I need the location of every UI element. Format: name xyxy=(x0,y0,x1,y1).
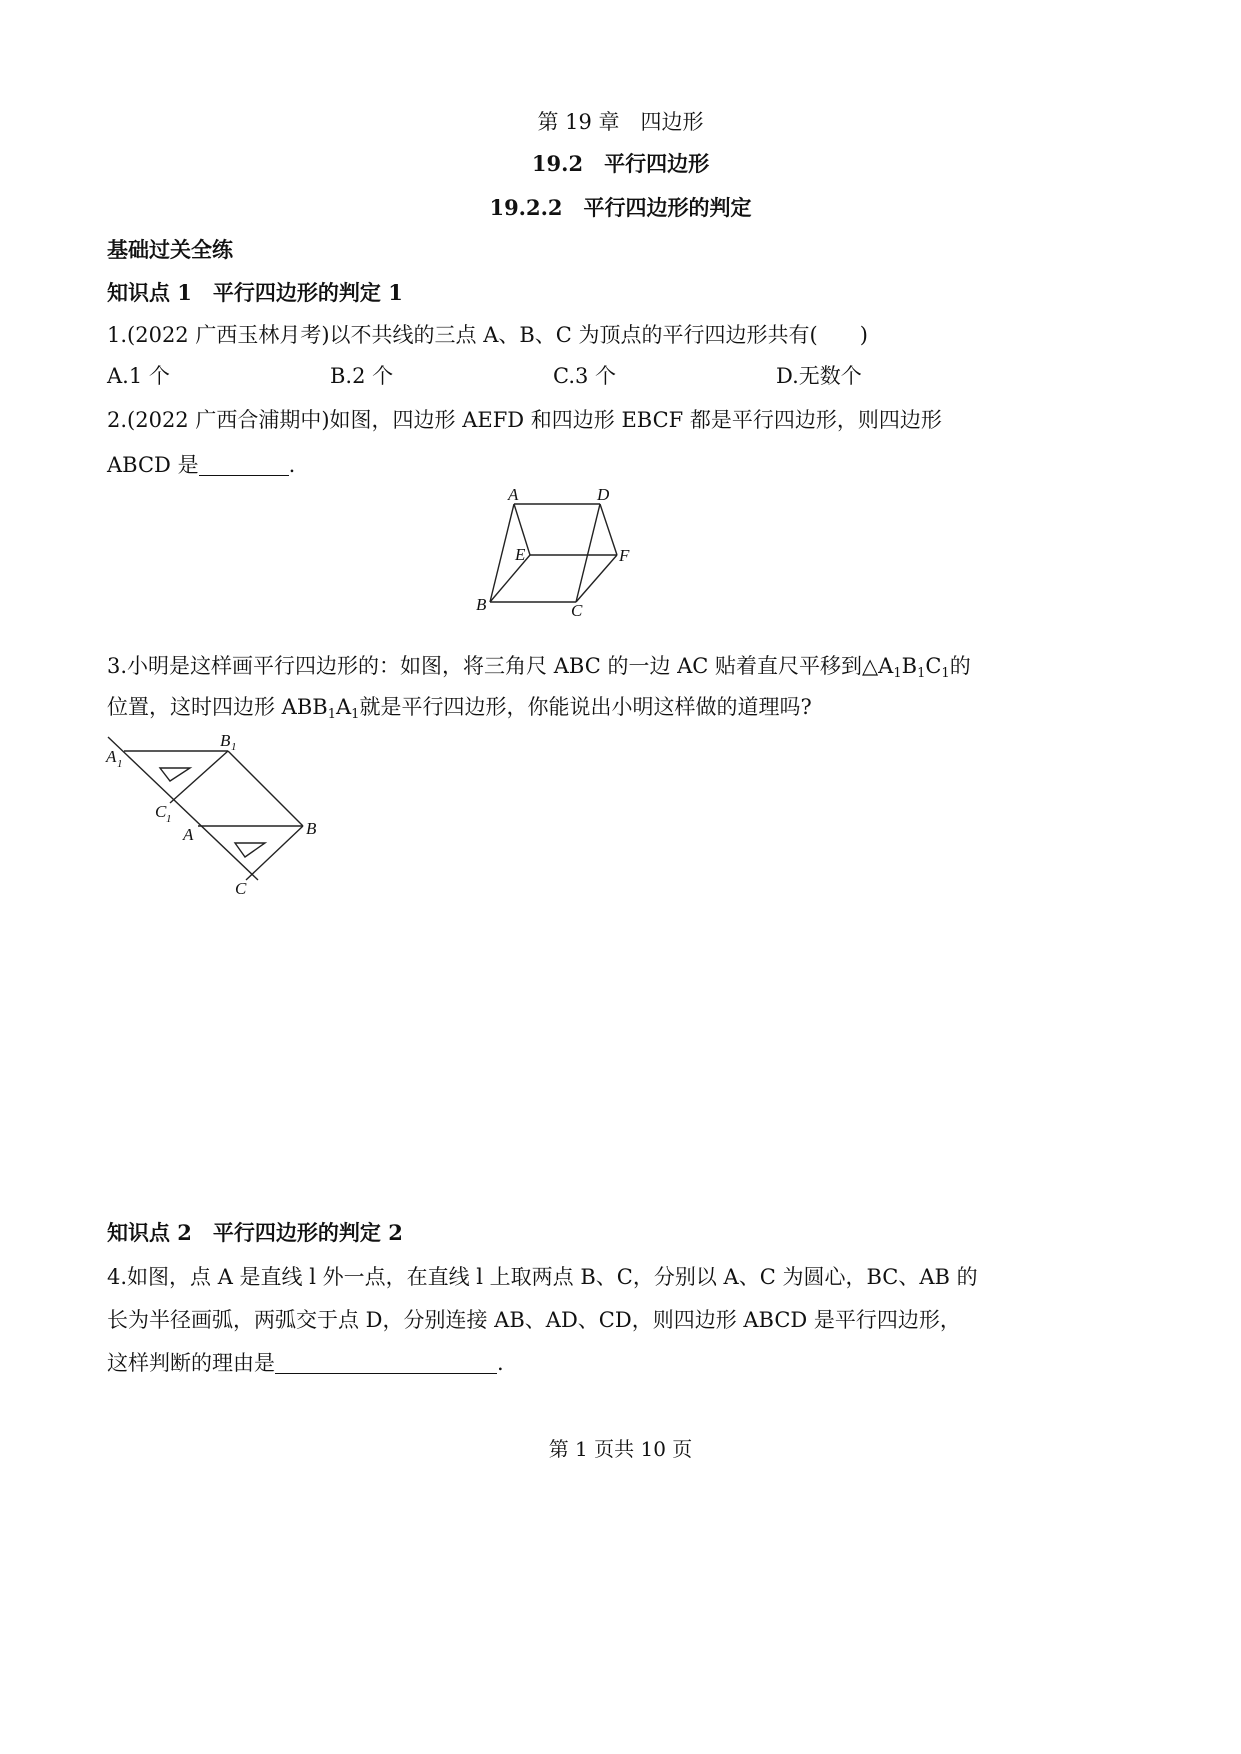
label-a: A xyxy=(508,485,519,504)
practice-heading: 基础过关全练 xyxy=(107,237,233,262)
question-1-option-d: D.无数个 xyxy=(776,364,862,388)
question-4-line-1: 4.如图，点 A 是直线 l 外一点，在直线 l 上取两点 B、C，分别以 A、C 为圆心，BC、AB 的 xyxy=(107,1265,978,1289)
label-a1: A xyxy=(106,747,117,766)
label-b: B xyxy=(306,819,317,838)
label-a: A xyxy=(183,825,194,844)
question-1-option-a: A.1 个 xyxy=(107,364,170,388)
svg-text:1: 1 xyxy=(166,813,172,825)
page-footer: 第 1 页共 10 页 xyxy=(548,1437,693,1461)
question-1-option-c: C.3 个 xyxy=(553,364,617,388)
label-c1: C xyxy=(155,802,167,821)
svg-text:1: 1 xyxy=(117,758,123,770)
svg-text:1: 1 xyxy=(231,741,237,753)
question-1-stem: 1.(2022 广西玉林月考)以不共线的三点 A、B、C 为顶点的平行四边形共有( ) xyxy=(107,323,868,347)
knowledge-point-1-heading: 知识点 1 平行四边形的判定 1 xyxy=(107,280,403,305)
chapter-title: 第 19 章 四边形 xyxy=(537,110,704,134)
section-title: 19.2 平行四边形 xyxy=(531,151,710,176)
label-c: C xyxy=(235,879,247,898)
question-4-line-3: 这样判断的理由是 . xyxy=(107,1351,504,1375)
question-1-option-b: B.2 个 xyxy=(330,364,394,388)
knowledge-point-2-heading: 知识点 2 平行四边形的判定 2 xyxy=(107,1220,403,1245)
question-4-line-2: 长为半径画弧，两弧交于点 D，分别连接 AB、AD、CD，则四边形 ABCD 是平行四边形， xyxy=(107,1308,961,1332)
question-3-line-1: 3.小明是这样画平行四边形的：如图，将三角尺 ABC 的一边 AC 贴着直尺平移到$\triangle A_1B_1C_1$的 xyxy=(107,654,971,681)
question-3-line-2: 位置，这时四边形 $ABB_1A_1$就是平行四边形，你能说出小明这样做的道理吗? xyxy=(107,695,812,722)
label-b: B xyxy=(476,595,487,614)
answer-blank[interactable] xyxy=(275,1351,497,1374)
question-2-line-1: 2.(2022 广西合浦期中)如图，四边形 AEFD 和四边形 EBCF 都是平行四边形，则四边形 xyxy=(107,408,942,432)
label-c: C xyxy=(571,601,583,620)
question-2-line-2: ABCD 是 . xyxy=(107,453,296,477)
label-d: D xyxy=(597,485,610,504)
question-2-text: ABCD 是 xyxy=(107,453,199,477)
label-b1: B xyxy=(220,731,231,750)
label-f: F xyxy=(619,546,630,565)
label-e: E xyxy=(515,545,526,564)
subsection-title: 19.2.2 平行四边形的判定 xyxy=(489,195,752,220)
